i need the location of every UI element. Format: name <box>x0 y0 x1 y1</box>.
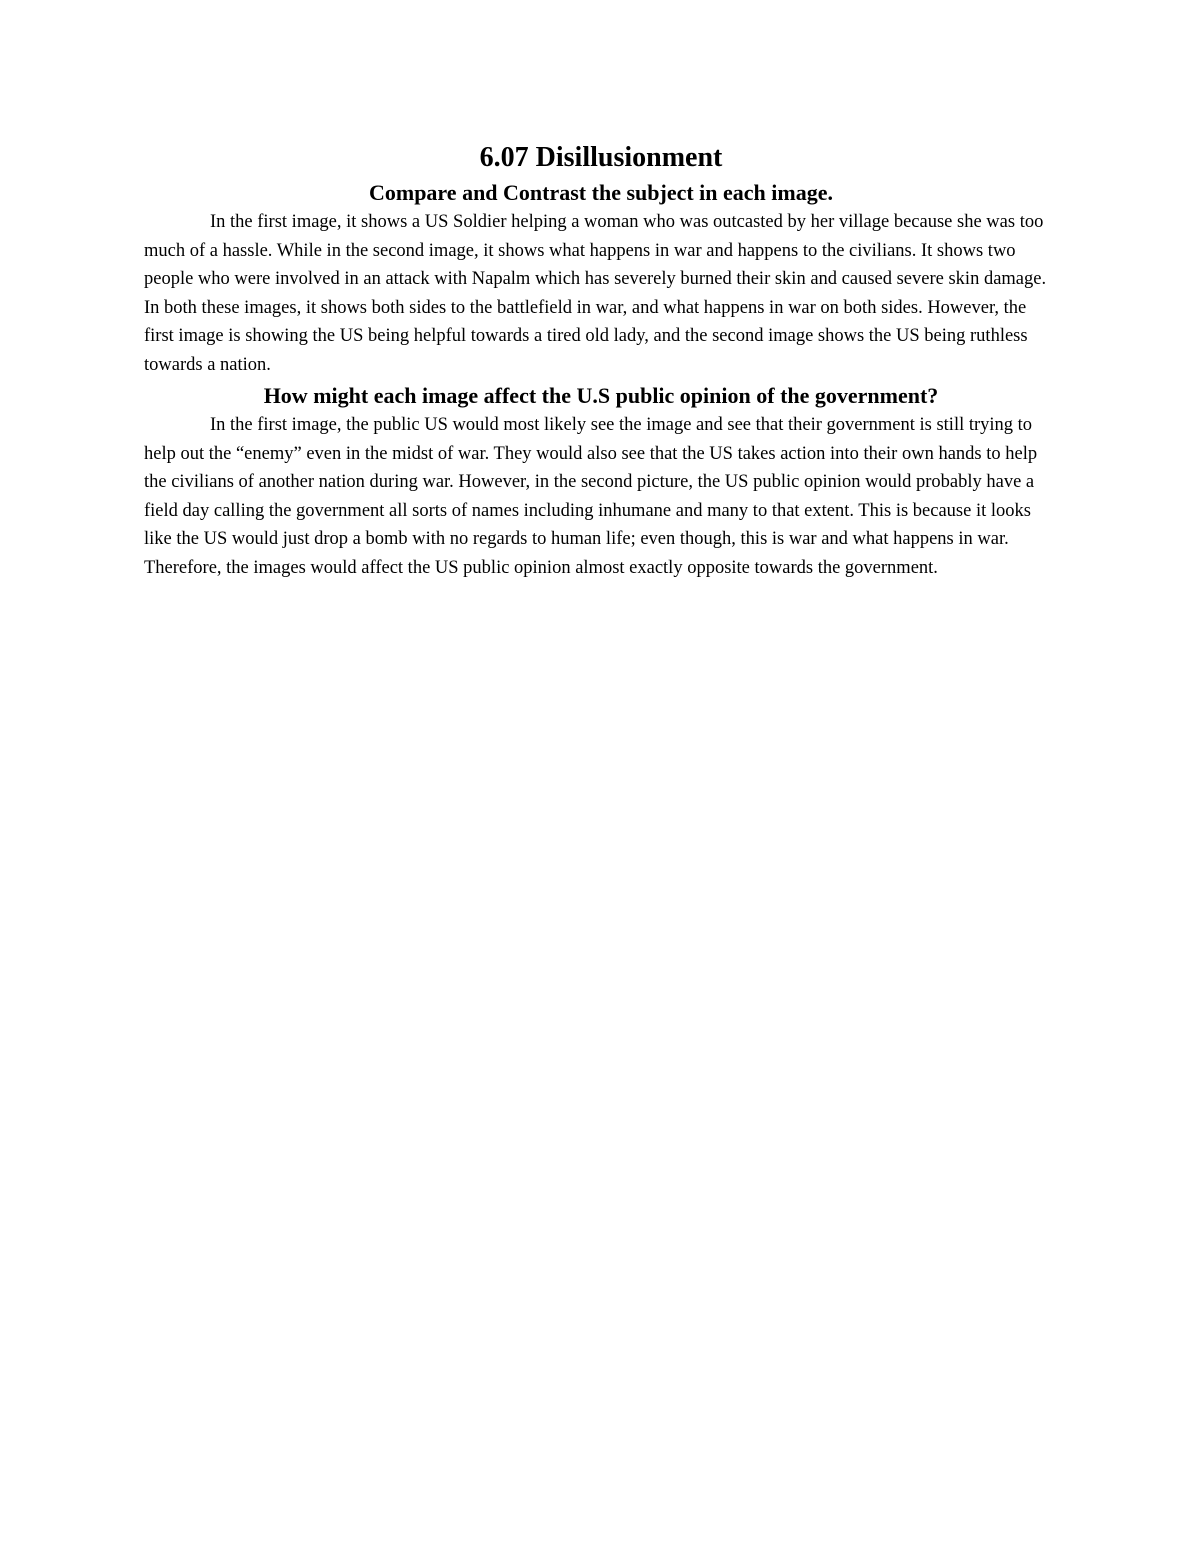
section-heading-public-opinion: How might each image affect the U.S public opinion of the government? <box>263 383 939 408</box>
document-body <box>144 140 1058 582</box>
document-title: 6.07 Disillusionment <box>479 142 723 173</box>
section-heading-compare-contrast: Compare and Contrast the subject in each image. <box>368 180 833 205</box>
paragraph-compare-contrast: In the first image, it shows a US Soldier helping a woman who was outcasted by her village because she was too much of a hassle. While in the second image, it shows what happens in war and happens to the civilians. It shows two people who were involved in an attack with Napalm which has severely burned their skin and caused severe skin damage. In both these images, it shows both sides to the battlefield in war, and what happens in war on both sides. However, the first image is showing the US being helpful towards a tired old lady, and the second image shows the US being ruthless towards a nation. <box>144 212 1047 375</box>
paragraph-public-opinion: In the first image, the public US would most likely see the image and see that their government is still trying to help out the “enemy” even in the midst of war. They would also see that the US takes action into their own hands to help the civilians of another nation during war. However, in the second picture, the US public opinion would probably have a field day calling the government all sorts of names including inhumane and many to that extent. This is because it looks like the US would just drop a bomb with no regards to human life; even though, this is war and what happens in war. Therefore, the images would affect the US public opinion almost exactly opposite towards the government. <box>144 415 1038 578</box>
